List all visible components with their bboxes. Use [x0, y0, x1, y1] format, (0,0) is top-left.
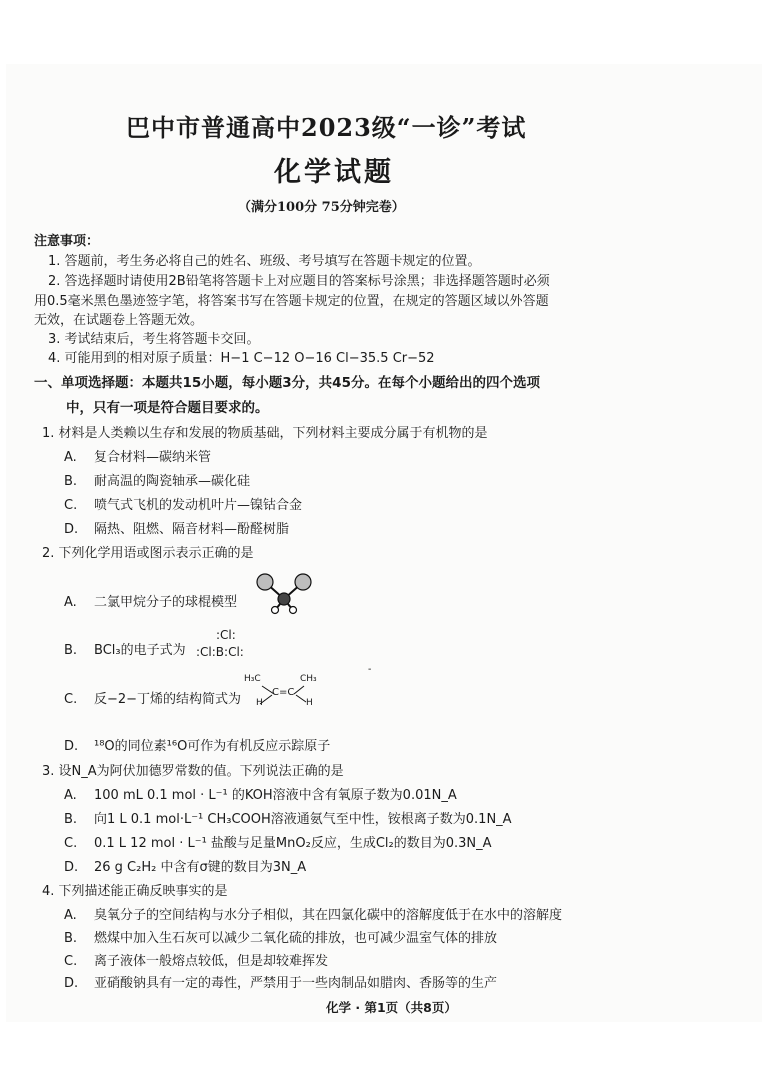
q2-option-d — [64, 735, 330, 754]
exam-title: 巴中市普通高中2023级“一诊”考试 — [126, 113, 527, 142]
option-label: C. — [64, 836, 78, 851]
q4-option-c — [64, 950, 328, 969]
note-item: 3. 考试结束后，考生将答题卡交回。 — [48, 332, 260, 347]
q3-option-b — [64, 808, 512, 827]
option-text: 26 g C₂H₂ 中含有σ键的数目为3N_A — [94, 860, 307, 875]
option-text: 离子液体一般熔点较低，但是却较难挥发 — [94, 954, 329, 969]
option-label: A. — [64, 450, 77, 465]
q2-option-b — [64, 639, 186, 658]
option-label: D. — [64, 522, 79, 537]
lewis-top-cl: :Cl: — [216, 628, 236, 642]
option-label: D. — [64, 860, 79, 875]
struct-ch3: CH₃ — [300, 674, 317, 684]
ball-stick-model-figure — [252, 571, 316, 615]
option-label: C. — [64, 692, 78, 707]
note-item: 1. 答题前，考生务必将自己的姓名、班级、考号填写在答题卡规定的位置。 — [48, 254, 481, 269]
option-text: 100 mL 0.1 mol · L⁻¹ 的KOH溶液中含有氧原子数为0.01N_A — [94, 788, 457, 803]
option-text: 复合材料—碳纳米管 — [94, 450, 212, 465]
struct-h-left: H — [256, 698, 263, 708]
option-text: BCl₃的电子式为 — [94, 643, 186, 658]
question-2-stem: 2. 下列化学用语或图示表示正确的是 — [42, 546, 254, 561]
option-text: 亚硝酸钠具有一定的毒性，严禁用于一些肉制品如腊肉、香肠等的生产 — [94, 976, 498, 991]
q3-option-a — [64, 784, 457, 803]
exam-info: （满分100分 75分钟完卷） — [238, 200, 405, 215]
q4-option-b — [64, 927, 497, 946]
q1-option-a — [64, 446, 211, 465]
option-text: 燃煤中加入生石灰可以减少二氧化硫的排放，也可减少温室气体的排放 — [94, 931, 498, 946]
paper-subtitle: 化学试题 — [274, 157, 394, 188]
option-text: 0.1 L 12 mol · L⁻¹ 盐酸与足量MnO₂反应，生成Cl₂的数目为0.3N_A — [94, 836, 492, 851]
option-label: B. — [64, 812, 78, 827]
q1-option-c — [64, 494, 302, 513]
option-text: 向1 L 0.1 mol·L⁻¹ CH₃COOH溶液通氨气至中性，铵根离子数为0.1N_A — [94, 812, 512, 827]
question-1-stem: 1. 材料是人类赖以生存和发展的物质基础，下列材料主要成分属于有机物的是 — [42, 426, 488, 441]
struct-h3c: H₃C — [244, 674, 261, 684]
option-label: B. — [64, 643, 78, 658]
option-text: 耐高温的陶瓷轴承—碳化硅 — [94, 474, 251, 489]
q3-option-c — [64, 832, 492, 851]
struct-double-bond: C=C — [272, 687, 295, 698]
option-text: 隔热、阻燃、隔音材料—酚醛树脂 — [94, 522, 290, 537]
option-label: A. — [64, 595, 77, 610]
question-4-stem: 4. 下列描述能正确反映事实的是 — [42, 884, 228, 899]
option-label: C. — [64, 954, 78, 969]
option-label: D. — [64, 739, 79, 754]
section-heading-cont: 中，只有一项是符合题目要求的。 — [66, 400, 269, 416]
q1-option-b — [64, 470, 250, 489]
option-text: 反−2−丁烯的结构简式为 — [94, 692, 242, 707]
page-footer: 化学 · 第1页（共8页） — [326, 1000, 457, 1015]
option-text: 二氯甲烷分子的球棍模型 — [94, 595, 238, 610]
option-text: 臭氧分子的空间结构与水分子相似，其在四氯化碳中的溶解度低于在水中的溶解度 — [94, 908, 563, 923]
q4-option-d — [64, 972, 497, 991]
option-label: D. — [64, 976, 79, 991]
q3-option-d — [64, 856, 306, 875]
question-3-stem: 3. 设N_A为阿伏加德罗常数的值。下列说法正确的是 — [42, 764, 344, 779]
option-label: A. — [64, 788, 77, 803]
note-item: 4. 可能用到的相对原子质量：H−1 C−12 O−16 Cl−35.5 Cr−52 — [48, 351, 435, 366]
option-label: B. — [64, 474, 78, 489]
section-heading: 一、单项选择题：本题共15小题，每小题3分，共45分。在每个小题给出的四个选项 — [34, 375, 540, 391]
note-item: 用0.5毫米黑色墨迹签字笔，将答案书写在答题卡规定的位置，在规定的答题区域以外答题 — [34, 294, 549, 309]
struct-h-right: H — [306, 698, 313, 708]
q2-option-a — [64, 591, 237, 610]
lewis-middle: :Cl:B:Cl: — [196, 645, 244, 659]
option-text: ¹⁸O的同位素¹⁶O可作为有机反应示踪原子 — [94, 739, 331, 754]
q4-option-a — [64, 904, 562, 923]
q2-option-c — [64, 688, 241, 707]
option-label: A. — [64, 908, 77, 923]
option-text: 喷气式飞机的发动机叶片—镍钴合金 — [94, 498, 303, 513]
option-label: C. — [64, 498, 78, 513]
option-label: B. — [64, 931, 78, 946]
notes-heading: 注意事项： — [34, 234, 100, 249]
note-item: 2. 答选择题时请使用2B铅笔将答题卡上对应题目的答案标号涂黑；非选择题答题时必须 — [48, 274, 550, 289]
q1-option-d — [64, 518, 289, 537]
stray-mark: - — [368, 664, 372, 675]
note-item: 无效，在试题卷上答题无效。 — [34, 313, 204, 328]
